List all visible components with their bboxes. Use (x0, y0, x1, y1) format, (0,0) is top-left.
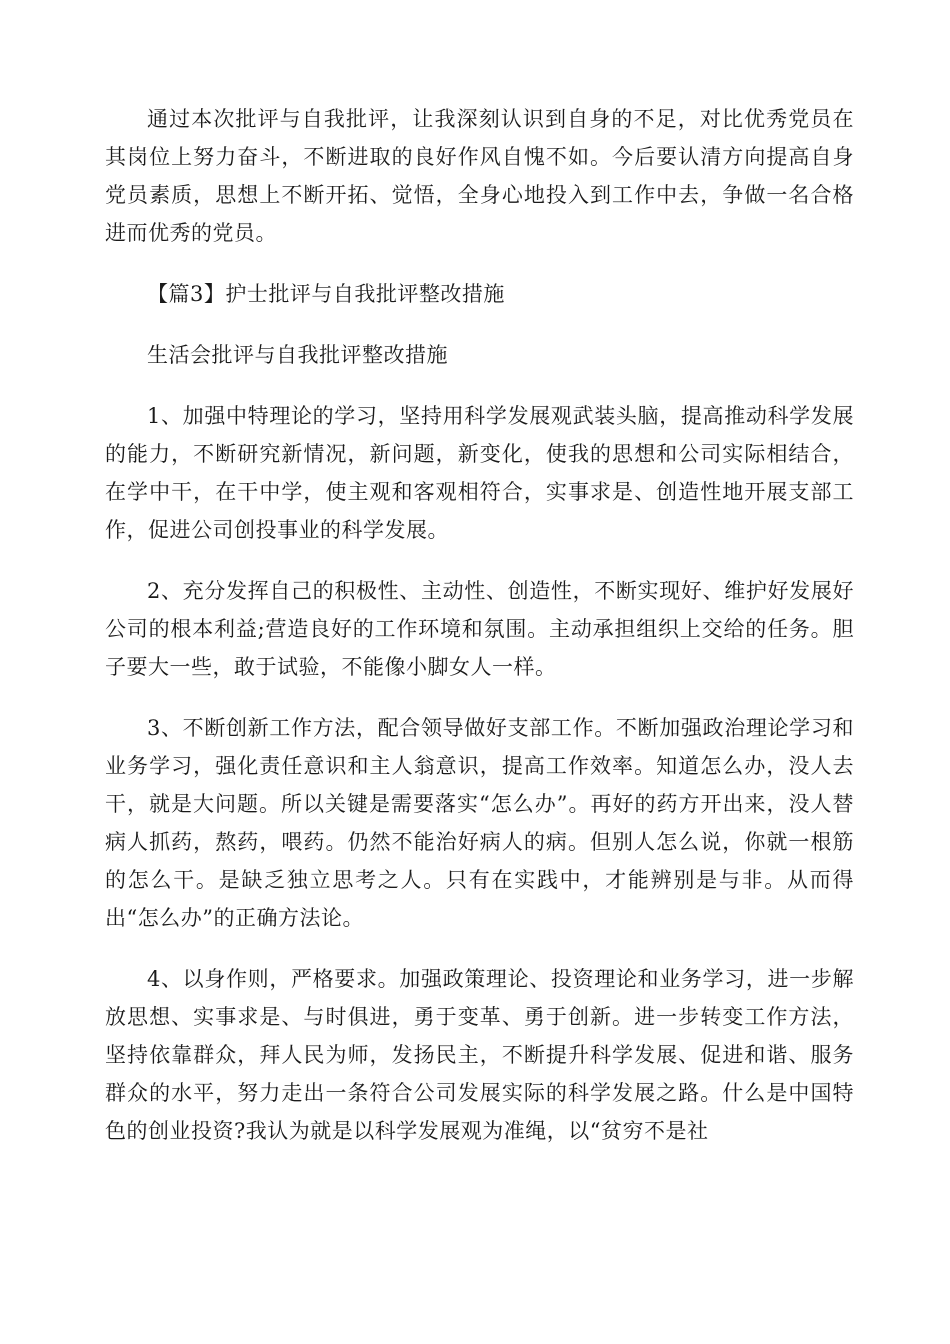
paragraph-item-1: 1、加强中特理论的学习，坚持用科学发展观武装头脑，提高推动科学发展的能力，不断研究新情况，新问题，新变化，使我的思想和公司实际相结合，在学中干，在干中学，使主观和客观相符合，实事求是、创造性地开展支部工作，促进公司创投事业的科学发展。 (105, 404, 854, 542)
section-subheading: 生活会批评与自我批评整改措施 (147, 343, 448, 367)
paragraph-conclusion: 通过本次批评与自我批评，让我深刻认识到自身的不足，对比优秀党员在其岗位上努力奋斗，不断进取的良好作风自愧不如。今后要认清方向提高自身党员素质，思想上不断开拓、觉悟，全身心地投入到工作中去，争做一名合格进而优秀的党员。 (105, 107, 854, 245)
paragraph-item-4: 4、以身作则，严格要求。加强政策理论、投资理论和业务学习，进一步解放思想、实事求是、与时俱进，勇于变革、勇于创新。进一步转变工作方法，坚持依靠群众，拜人民为师，发扬民主，不断提升科学发展、促进和谐、服务群众的水平，努力走出一条符合公司发展实际的科学发展之路。什么是中国特色的创业投资?我认为就是以科学发展观为准绳，以“贫穷不是社 (105, 967, 854, 1143)
paragraph-item-2: 2、充分发挥自己的积极性、主动性、创造性，不断实现好、维护好发展好公司的根本利益;营造良好的工作环境和氛围。主动承担组织上交给的任务。胆子要大一些，敢于试验，不能像小脚女人一样。 (105, 579, 854, 679)
paragraph-item-3: 3、不断创新工作方法，配合领导做好支部工作。不断加强政治理论学习和业务学习，强化责任意识和主人翁意识，提高工作效率。知道怎么办，没人去干，就是大问题。所以关键是需要落实“怎么办”。再好的药方开出来，没人替病人抓药，熬药，喂药。仍然不能治好病人的病。但别人怎么说，你就一根筋的怎么干。是缺乏独立思考之人。只有在实践中，才能辨别是与非。从而得出“怎么办”的正确方法论。 (105, 716, 854, 930)
section-heading: 【篇3】护士批评与自我批评整改措施 (147, 282, 505, 306)
